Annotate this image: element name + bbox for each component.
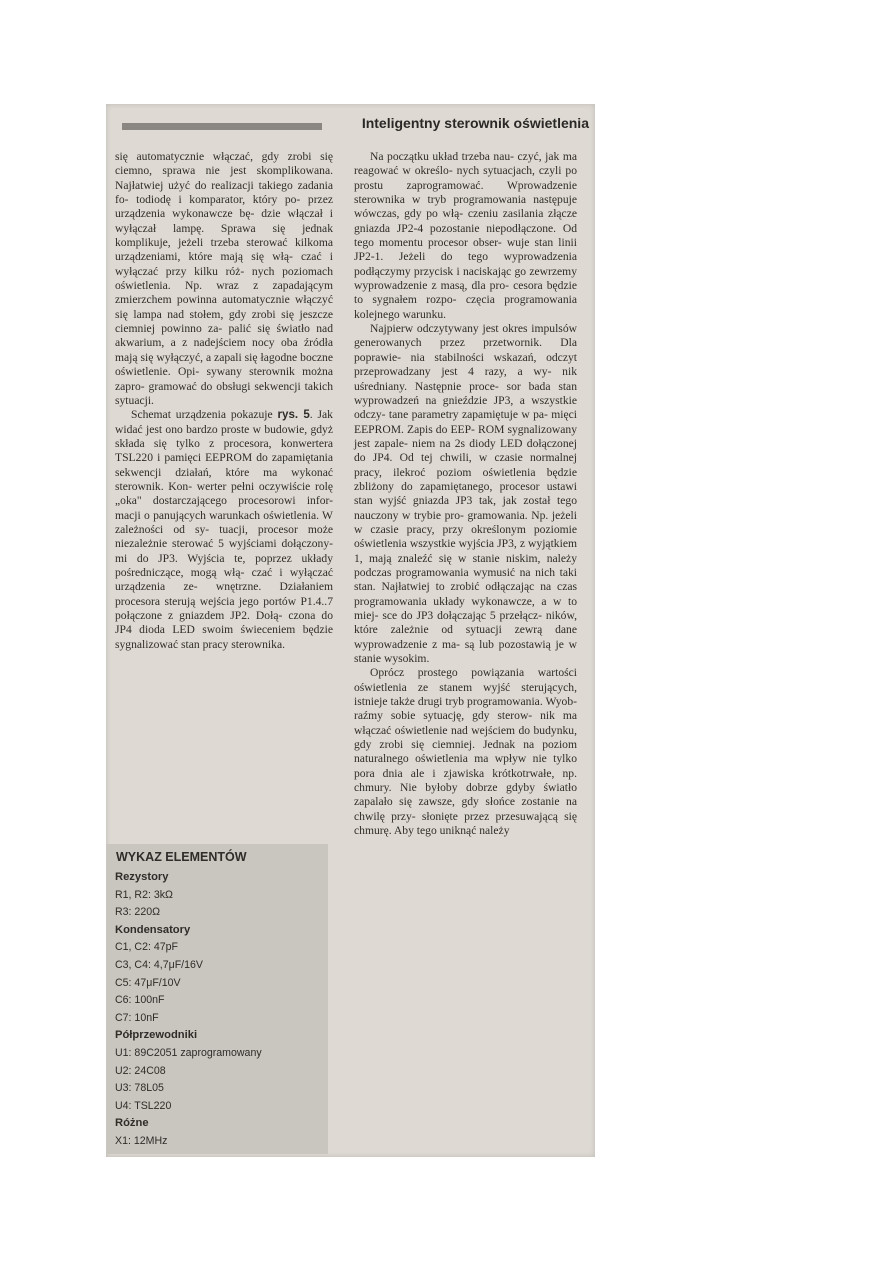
paragraph: Oprócz prostego powiązania wartości oświetlenia ze stanem wyjść sterujących, istnieje także drugi tryb programowania. Wyob- raźmy sobie sytuację, gdy sterow- nik ma włączać oświetlenie nad wejściem do budynku, gdy zrobi się ciemniej. Jednak na poziom naturalnego oświetlenia ma wpływ nie tylko pora dnia ale i zjawiska krótkotrwałe, np. chmury. Nie byłoby dobrze gdyby światło zapalało się zawsze, gdy słońce zostanie na chwilę przy- słonięte przez przesuwającą się chmurę. Aby tego uniknąć należy: [354, 666, 577, 838]
paragraph: [115, 408, 333, 652]
page-header: [106, 112, 595, 138]
article-title: Inteligentny sterownik oświetlenia: [361, 115, 589, 131]
parts-list-title: WYKAZ ELEMENTÓW: [116, 850, 247, 864]
paragraph: Najpierw odczytywany jest okres impulsów generowanych przez przetwornik. Dla poprawie- nia stabilności wskazań, odczyt przeprowadzany jest 4 razy, a wy- nik uśredniany. Następnie proce- sor bada stan wyprowadzeń na gnieździe JP3, a wszystkie odczy- tane parametry zapamiętuje w pa- mięci EEPROM. Zapis do EEP- ROM sygnalizowany jest zapale- niem na 2s diody LED dołączonej do JP4. Od tej chwili, w czasie normalnej pracy, ilekroć poziom oświetlenia będzie zbliżony do zapamiętanego, procesor ustawi stan wyjść gniazda JP3 tak, jak został tego nauczony w trybie pro- gramowania. Np. jeżeli w czasie pracy, przy określonym poziomie oświetlenia wszystkie wyjścia JP3, z wyjątkiem 1, mają znaleźć się w stanie niskim, należy podczas programowania wymusić na nich taki stan. Najłatwiej to zrobić odłączając na czas programowania układy wykonawcze, a w to miej- sce do JP3 dołączając 5 przełącz- ników, które zależnie od sytuacji zewrą dane wyprowadzenie z ma- są lub pozostawią je w stanie wysokim.: [354, 322, 577, 666]
parts-item: U4: TSL220: [115, 1099, 172, 1112]
parts-category: Różne: [115, 1117, 149, 1130]
paragraph: Na początku układ trzeba nau- czyć, jak ma reagować w określo- nych sytuacjach, czyli po prostu zaprogramować. Wprowadzenie sterownika w tryb programowania następuje wówczas, gdy po włą- czeniu zasilania złącze gniazda JP2-4 pozostanie niepodłączone. Od tego momentu procesor obser- wuje stan linii JP2-1. Jeżeli do tego wyprowadzenia podłączymy przycisk i naciskając go zewrzemy wyprowadzenie z masą, dla pro- cesora będzie to sygnałem rozpo- częcia programowania kolejnego warunku.: [354, 150, 577, 321]
left-column: [115, 150, 333, 652]
parts-item: U1: 89C2051 zaprogramowany: [115, 1046, 262, 1059]
text-span: Schemat urządzenia pokazuje: [131, 408, 278, 422]
parts-item: C6: 100nF: [115, 994, 165, 1007]
parts-item: X1: 12MHz: [115, 1134, 168, 1147]
paragraph: się automatycznie włączać, gdy zrobi się ciemno, sprawa nie jest skomplikowana. Najłatwiej użyć do realizacji takiego zadania fo- todiodę i komparator, który po- przez urządzenia wykonawcze bę- dzie włączał i wyłączał lampę. Sprawa się jednak komplikuje, jeżeli trzeba sterować kilkoma urządzeniami, które mają się włą- czać i wyłączać przy kilku róż- nych poziomach oświetlenia. Np. wraz z zapadającym zmierzchem powinna automatycznie włączyć się lampa nad stołem, gdy zrobi się jeszcze ciemniej powinno za- palić się światło nad akwarium, a z nadejściem nocy oba źródła mają się wyłączyć, a zapali się łagodne boczne oświetlenie. Opi- sywany sterownik można zapro- gramować do obsługi sekwencji takich sytuacji.: [115, 150, 333, 407]
parts-category: Rezystory: [115, 871, 169, 883]
parts-item: C7: 10nF: [115, 1011, 159, 1024]
parts-list: [115, 869, 325, 1151]
parts-item: R1, R2: 3kΩ: [115, 888, 173, 901]
right-column: [354, 150, 577, 839]
text-span: . Jak widać jest ono bardzo proste w budowie, gdyż składa się tylko z procesora, konwertera TSL220 i pamięci EEPROM do zapamiętania sekwencji działań, które ma wykonać sterownik. Kon- werter pełni oczywiście rolę „oka" dostarczającego procesorowi infor- macji o panujących warunkach oświetlenia. W zależności od sy- tuacji, procesor może niezależnie sterować 5 wyjściami dołączony- mi do JP3. Wyjścia te, poprzez układy pośredniczące, mogą włą- czać i wyłączać urządzenia ze- wnętrzne. Działaniem procesora sterują wejścia jego portów P1.4..7 połączone z gniazdem JP2. Dołą- czona do JP4 dioda LED swoim świeceniem będzie sygnalizować stan pracy sterownika.: [115, 408, 333, 651]
parts-item: C5: 47μF/10V: [115, 976, 181, 989]
header-rule: [122, 123, 322, 130]
parts-category: Półprzewodniki: [115, 1029, 198, 1042]
magazine-page: [106, 104, 595, 1157]
parts-item: C1, C2: 47pF: [115, 941, 179, 954]
parts-item: U3: 78L05: [115, 1082, 164, 1095]
parts-list-box: [106, 844, 328, 1154]
parts-item: R3: 220Ω: [115, 906, 161, 919]
parts-item: C3, C4: 4,7μF/16V: [115, 958, 203, 971]
parts-category: Kondensatory: [115, 923, 191, 936]
figure-reference: rys. 5: [277, 408, 310, 422]
parts-item: U2: 24C08: [115, 1064, 166, 1077]
